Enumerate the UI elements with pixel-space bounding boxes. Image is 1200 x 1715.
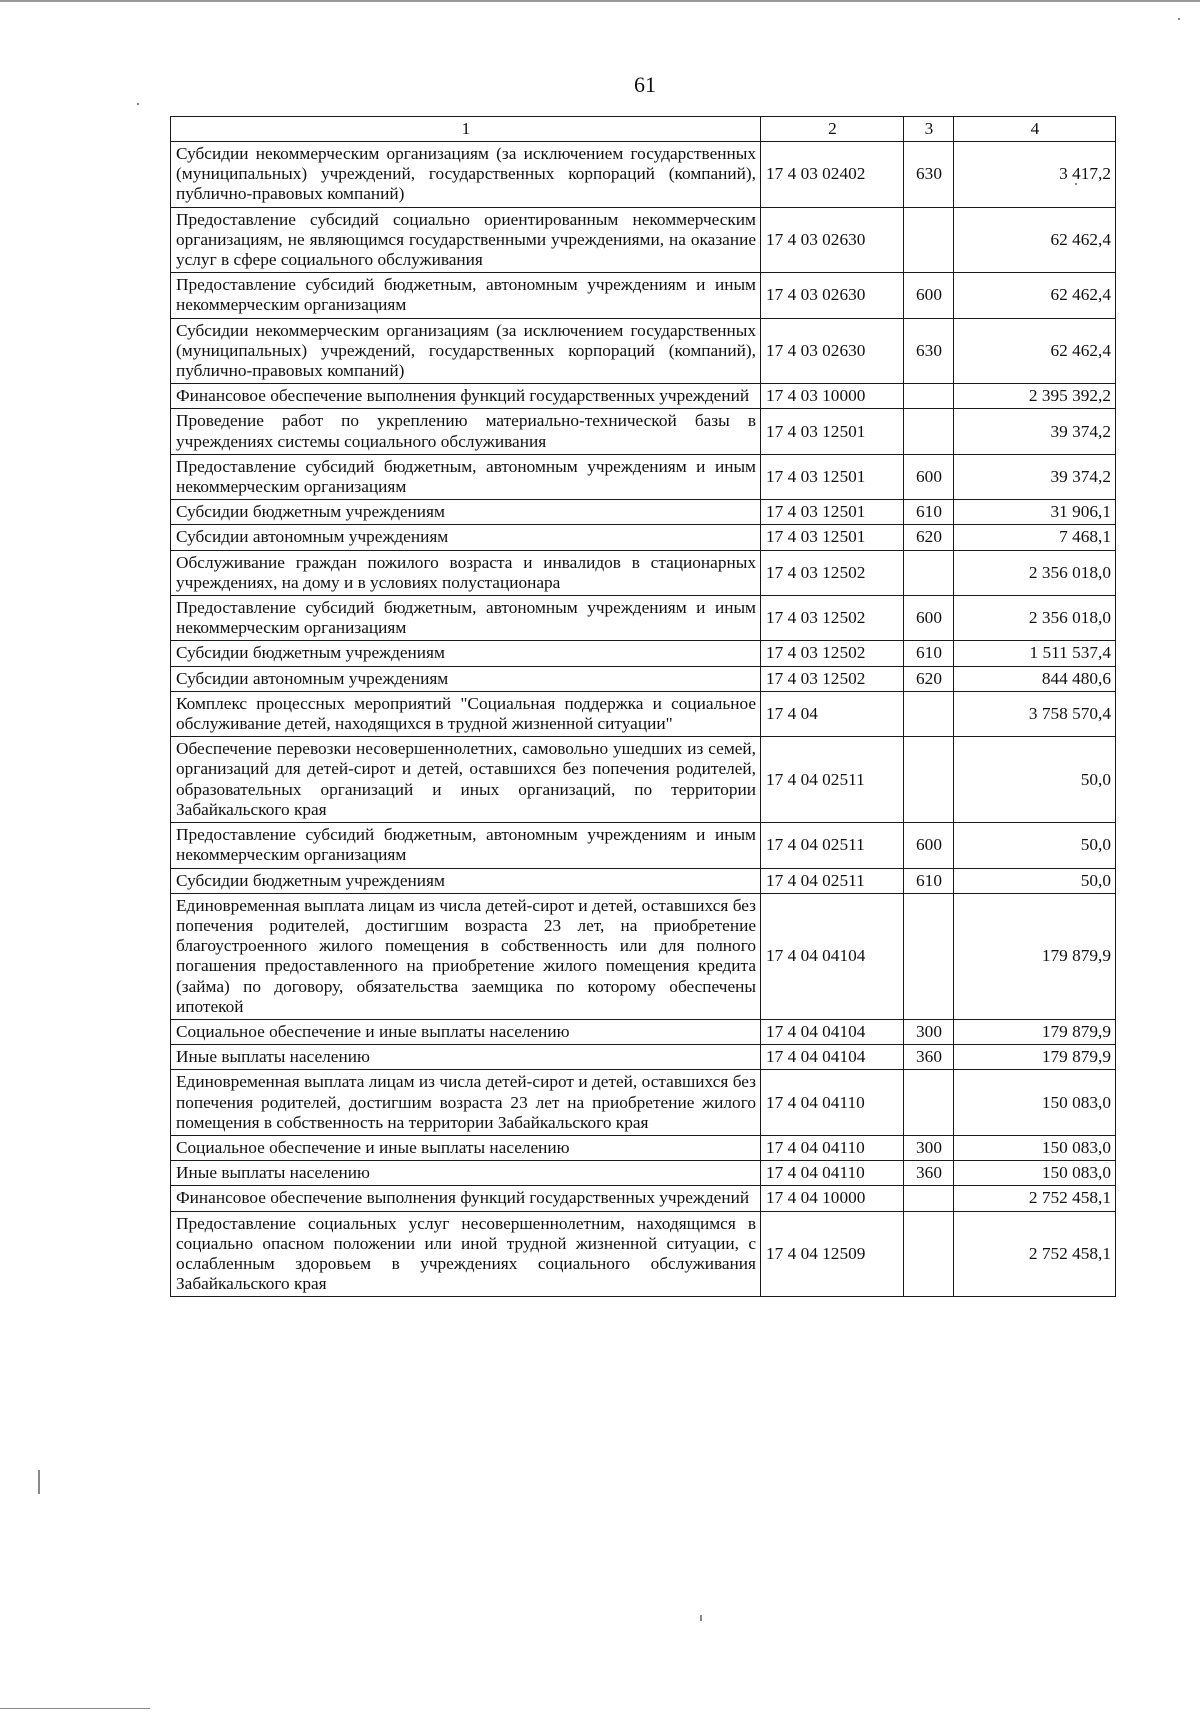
table-row [171,454,1116,499]
row-code-cell: 17 4 03 12502 [761,550,904,595]
row-amount-cell: 31 906,1 [954,500,1116,525]
row-name-cell: Единовременная выплата лицам из числа детей-сирот и детей, оставшихся без попечения родителей, достигшим возраста 23 лет, на приобретение благоустроенного жилого помещения в собственность или для полного погашения предоставленного на приобретение жилого помещения кредита (займа) по договору, обязательства заемщика по которому обеспечены ипотекой [171,893,761,1019]
table-body [171,142,1116,1297]
row-name-cell: Единовременная выплата лицам из числа детей-сирот и детей, оставшихся без попечения родителей, достигшим возраста 23 лет на приобретение жилого помещения в собственность на территории Забайкальского края [171,1070,761,1136]
row-code-cell: 17 4 03 12502 [761,596,904,641]
row-amount-cell: 50,0 [954,737,1116,823]
row-amount-cell: 150 083,0 [954,1135,1116,1160]
scan-edge-line [0,0,1200,2]
row-code-cell: 17 4 03 12501 [761,525,904,550]
row-name-cell: Субсидии бюджетным учреждениям [171,500,761,525]
header-col-1: 1 [171,117,761,142]
table-row [171,1070,1116,1136]
table-row [171,737,1116,823]
row-type-cell: 600 [904,823,954,868]
row-type-cell: 300 [904,1019,954,1044]
row-amount-cell: 150 083,0 [954,1070,1116,1136]
row-name-cell: Социальное обеспечение и иные выплаты населению [171,1019,761,1044]
row-name-cell: Субсидии бюджетным учреждениям [171,868,761,893]
table-row [171,550,1116,595]
row-code-cell: 17 4 04 02511 [761,823,904,868]
row-amount-cell: 62 462,4 [954,273,1116,318]
table-row [171,1161,1116,1186]
row-amount-cell: 150 083,0 [954,1161,1116,1186]
row-code-cell: 17 4 04 12509 [761,1211,904,1297]
table-row [171,384,1116,409]
row-amount-cell: 2 752 458,1 [954,1211,1116,1297]
table-row [171,893,1116,1019]
row-type-cell [904,207,954,273]
row-name-cell: Субсидии автономным учреждениям [171,666,761,691]
row-type-cell: 630 [904,142,954,208]
row-name-cell: Предоставление субсидий бюджетным, автономным учреждениям и иным некоммерческим организациям [171,596,761,641]
row-type-cell [904,893,954,1019]
row-name-cell: Комплекс процессных мероприятий "Социальная поддержка и социальное обслуживание детей, находящихся в трудной жизненной ситуации" [171,691,761,736]
row-type-cell: 610 [904,641,954,666]
row-amount-cell: 50,0 [954,868,1116,893]
table-row [171,525,1116,550]
row-amount-cell: 179 879,9 [954,893,1116,1019]
row-name-cell: Предоставление субсидий бюджетным, автономным учреждениям и иным некоммерческим организациям [171,273,761,318]
scan-speck [38,1470,40,1494]
table-row [171,142,1116,208]
scan-speck [0,1708,150,1709]
row-amount-cell: 2 395 392,2 [954,384,1116,409]
row-amount-cell: 179 879,9 [954,1019,1116,1044]
row-code-cell: 17 4 03 12501 [761,454,904,499]
row-type-cell: 300 [904,1135,954,1160]
row-code-cell: 17 4 03 02630 [761,207,904,273]
table-row [171,318,1116,384]
table-row [171,823,1116,868]
row-type-cell [904,691,954,736]
row-amount-cell: 62 462,4 [954,207,1116,273]
row-amount-cell: 39 374,2 [954,454,1116,499]
header-col-3: 3 [904,117,954,142]
row-code-cell: 17 4 03 12502 [761,641,904,666]
row-code-cell: 17 4 04 02511 [761,868,904,893]
row-code-cell: 17 4 03 02630 [761,318,904,384]
row-name-cell: Предоставление субсидий социально ориентированным некоммерческим организациям, не являющимся государственными учреждениями, на оказание услуг в сфере социального обслуживания [171,207,761,273]
scan-speck [700,1615,702,1621]
row-amount-cell: 844 480,6 [954,666,1116,691]
row-type-cell: 610 [904,500,954,525]
row-name-cell: Субсидии автономным учреждениям [171,525,761,550]
table-row [171,207,1116,273]
row-name-cell: Обслуживание граждан пожилого возраста и инвалидов в стационарных учреждениях, на дому и в условиях полустационара [171,550,761,595]
scan-speck [1178,18,1180,20]
row-code-cell: 17 4 04 02511 [761,737,904,823]
header-col-2: 2 [761,117,904,142]
row-amount-cell: 3 417,2 [954,142,1116,208]
table-header [171,117,1116,142]
row-amount-cell: 3 758 570,4 [954,691,1116,736]
row-type-cell [904,1211,954,1297]
row-type-cell [904,737,954,823]
row-type-cell [904,1186,954,1211]
row-type-cell [904,550,954,595]
row-amount-cell: 50,0 [954,823,1116,868]
row-type-cell [904,384,954,409]
row-type-cell: 630 [904,318,954,384]
table-row [171,691,1116,736]
page-number: 61 [634,72,656,97]
table-row [171,1135,1116,1160]
row-name-cell: Проведение работ по укреплению материально-технической базы в учреждениях системы социального обслуживания [171,409,761,454]
row-type-cell: 600 [904,454,954,499]
table-row [171,1211,1116,1297]
table-row [171,596,1116,641]
scan-speck [1075,183,1077,185]
row-type-cell: 600 [904,596,954,641]
row-name-cell: Предоставление субсидий бюджетным, автономным учреждениям и иным некоммерческим организациям [171,454,761,499]
row-code-cell: 17 4 04 04110 [761,1135,904,1160]
row-code-cell: 17 4 03 12502 [761,666,904,691]
row-type-cell [904,1070,954,1136]
table-row [171,666,1116,691]
table-row [171,500,1116,525]
row-name-cell: Социальное обеспечение и иные выплаты населению [171,1135,761,1160]
row-code-cell: 17 4 04 04104 [761,1019,904,1044]
row-amount-cell: 179 879,9 [954,1045,1116,1070]
row-code-cell: 17 4 03 12501 [761,500,904,525]
row-amount-cell: 2 356 018,0 [954,550,1116,595]
budget-table [170,116,1116,1297]
row-name-cell: Субсидии некоммерческим организациям (за исключением государственных (муниципальных) учреждений, государственных корпораций (компаний), публично-правовых компаний) [171,142,761,208]
row-code-cell: 17 4 03 02402 [761,142,904,208]
header-col-4: 4 [954,117,1116,142]
row-name-cell: Субсидии некоммерческим организациям (за исключением государственных (муниципальных) учреждений, государственных корпораций (компаний), публично-правовых компаний) [171,318,761,384]
row-name-cell: Иные выплаты населению [171,1045,761,1070]
row-amount-cell: 7 468,1 [954,525,1116,550]
table-row [171,1045,1116,1070]
table-row [171,641,1116,666]
row-amount-cell: 39 374,2 [954,409,1116,454]
row-amount-cell: 2 752 458,1 [954,1186,1116,1211]
row-code-cell: 17 4 04 04110 [761,1070,904,1136]
table-row [171,868,1116,893]
row-code-cell: 17 4 04 04104 [761,1045,904,1070]
row-type-cell: 620 [904,525,954,550]
row-name-cell: Предоставление субсидий бюджетным, автономным учреждениям и иным некоммерческим организациям [171,823,761,868]
row-code-cell: 17 4 04 04104 [761,893,904,1019]
table-row [171,409,1116,454]
row-code-cell: 17 4 04 04110 [761,1161,904,1186]
row-code-cell: 17 4 03 02630 [761,273,904,318]
table-row [171,1186,1116,1211]
scan-speck [137,103,139,105]
row-type-cell: 610 [904,868,954,893]
row-code-cell: 17 4 03 10000 [761,384,904,409]
row-amount-cell: 2 356 018,0 [954,596,1116,641]
header-row [171,117,1116,142]
row-type-cell: 600 [904,273,954,318]
row-type-cell: 360 [904,1045,954,1070]
row-code-cell: 17 4 04 10000 [761,1186,904,1211]
table-row [171,273,1116,318]
row-amount-cell: 62 462,4 [954,318,1116,384]
row-name-cell: Иные выплаты населению [171,1161,761,1186]
row-type-cell: 360 [904,1161,954,1186]
row-code-cell: 17 4 04 [761,691,904,736]
row-name-cell: Обеспечение перевозки несовершеннолетних, самовольно ушедших из семей, организаций для детей-сирот и детей, оставшихся без попечения родителей, образовательных организаций и иных организаций, по территории Забайкальского края [171,737,761,823]
table-row [171,1019,1116,1044]
row-name-cell: Финансовое обеспечение выполнения функций государственных учреждений [171,384,761,409]
row-type-cell: 620 [904,666,954,691]
row-name-cell: Финансовое обеспечение выполнения функций государственных учреждений [171,1186,761,1211]
row-name-cell: Предоставление социальных услуг несовершеннолетним, находящимся в социально опасном положении или иной трудной жизненной ситуации, с ослабленным здоровьем в учреждениях социального обслуживания Забайкальского края [171,1211,761,1297]
row-code-cell: 17 4 03 12501 [761,409,904,454]
row-amount-cell: 1 511 537,4 [954,641,1116,666]
row-name-cell: Субсидии бюджетным учреждениям [171,641,761,666]
row-type-cell [904,409,954,454]
